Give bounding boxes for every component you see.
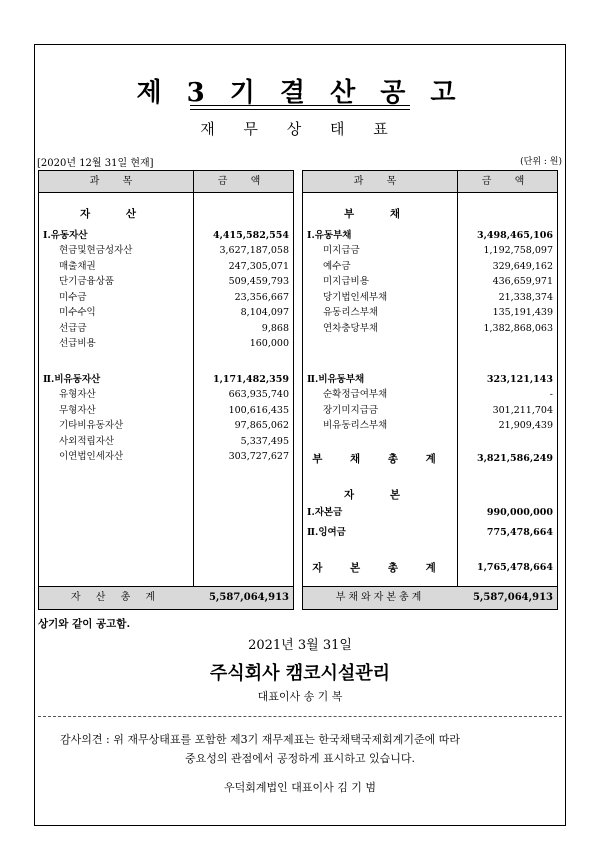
table-row — [303, 291, 557, 305]
publication-date: 2021년 3월 31일 — [248, 638, 352, 653]
table-row — [39, 275, 293, 289]
row-label: 선급금 — [59, 322, 87, 334]
header-amount: 금 액 — [481, 176, 535, 187]
section-heading-liabilities: 부 채 — [344, 208, 416, 220]
table-footer — [303, 586, 557, 609]
row-label: 장기미지급금 — [323, 404, 379, 416]
row-label: 유형자산 — [59, 389, 96, 400]
total-label: 부채와자본총계 — [335, 592, 425, 603]
total-value: 5,587,064,913 — [208, 592, 289, 603]
table-row — [303, 229, 557, 243]
row-label: 단기금융상품 — [59, 276, 115, 287]
section-heading-assets: 자 산 — [80, 208, 152, 220]
row-value: 1,382,868,063 — [483, 322, 553, 334]
table-row — [303, 373, 557, 387]
row-value: 663,935,740 — [228, 389, 289, 400]
table-row — [303, 506, 557, 520]
title-underline — [190, 105, 410, 106]
table-row — [39, 404, 293, 418]
row-label: 매출채권 — [59, 260, 96, 272]
table-row — [303, 306, 557, 320]
row-value: 509,459,793 — [228, 276, 289, 287]
table-row — [303, 275, 557, 289]
table-row — [39, 244, 293, 258]
table-row — [303, 526, 557, 540]
table-row — [39, 419, 293, 433]
table-row — [303, 451, 557, 467]
table-row — [39, 337, 293, 351]
table-row — [39, 229, 293, 243]
table-row — [39, 306, 293, 320]
row-value: 5,337,495 — [240, 435, 289, 447]
row-label: Ⅱ.비유동자산 — [43, 374, 101, 385]
row-label: 비유동리스부채 — [323, 420, 388, 431]
row-label: 미수금 — [59, 291, 87, 303]
row-label: 미지급금 — [323, 245, 360, 256]
row-label: Ⅱ.비유동부채 — [307, 374, 365, 385]
table-row — [39, 435, 293, 449]
row-value: 135,191,439 — [492, 307, 553, 318]
row-value: 100,616,435 — [228, 404, 289, 416]
table-row — [39, 322, 293, 336]
row-value: - — [549, 389, 553, 400]
row-label: 이연법인세자산 — [59, 451, 124, 462]
row-label: 유동리스부채 — [323, 307, 379, 318]
row-value: 1,171,482,359 — [212, 374, 289, 385]
table-row — [39, 388, 293, 402]
row-label: 미수수익 — [59, 307, 96, 318]
row-label: 예수금 — [323, 260, 351, 272]
table-row — [303, 560, 557, 576]
unit-label: (단위 : 원) — [520, 157, 562, 167]
row-label: Ⅰ.유동자산 — [43, 230, 88, 241]
row-value: 8,104,097 — [240, 307, 289, 318]
row-value: 301,211,704 — [492, 404, 553, 416]
auditor-name: 우덕회계법인 대표이사 김 기 범 — [223, 781, 377, 794]
row-value: 303,727,627 — [228, 451, 289, 462]
row-value: 1,192,758,097 — [483, 245, 553, 256]
row-value: 3,498,465,106 — [476, 230, 553, 241]
table-row — [303, 322, 557, 336]
page-title: 제 3 기 결 산 공 고 — [136, 78, 464, 108]
row-value: 21,909,439 — [498, 420, 553, 431]
row-value: 247,305,071 — [228, 260, 289, 272]
equity-total-label: 자 본 총 계 — [312, 562, 448, 574]
row-value: 4,415,582,554 — [212, 230, 289, 241]
subtitle: 재 무 상 태 표 — [200, 120, 400, 138]
header-amount: 금 액 — [217, 176, 271, 187]
liabilities-table — [302, 170, 558, 610]
row-value: 436,659,971 — [492, 276, 553, 287]
ceo-name: 대표이사 송 기 복 — [257, 690, 343, 703]
audit-opinion-line-1: 감사의견 : 위 재무상태표를 포함한 제3기 재무제표는 한국채택국제회계기준에 따라 — [60, 733, 460, 746]
header-subject: 과 목 — [353, 176, 407, 187]
table-header — [303, 171, 557, 193]
table-row — [39, 450, 293, 464]
row-label: 선급비용 — [59, 338, 96, 349]
assets-table — [38, 170, 294, 610]
table-row — [39, 260, 293, 274]
row-label: Ⅰ.유동부채 — [307, 230, 352, 241]
row-label: 연차충당부채 — [323, 322, 379, 334]
table-row — [303, 244, 557, 258]
row-label: Ⅱ.잉여금 — [307, 527, 346, 538]
row-value: 9,868 — [261, 322, 289, 334]
row-label: 당기법인세부채 — [323, 291, 388, 303]
equity-total-value: 1,765,478,664 — [476, 562, 553, 573]
row-label: 기타비유동자산 — [59, 420, 124, 431]
total-label: 자 산 총 계 — [70, 592, 162, 603]
row-label: Ⅰ.자본금 — [307, 507, 343, 518]
table-header — [39, 171, 293, 193]
section-heading-equity: 자 본 — [344, 489, 416, 501]
date-label: [2020년 12월 31일 현재] — [37, 158, 154, 169]
row-value: 21,338,374 — [498, 291, 553, 303]
table-row — [39, 373, 293, 387]
row-value: 97,865,062 — [234, 420, 289, 431]
row-label: 순확정급여부채 — [323, 389, 388, 400]
row-value: 323,121,143 — [486, 374, 553, 385]
row-value: 23,356,667 — [234, 291, 289, 303]
company-name: 주식회사 캠코시설관리 — [209, 663, 391, 684]
table-row — [303, 388, 557, 402]
divider — [38, 716, 562, 717]
liabilities-total-value: 3,821,586,249 — [476, 453, 553, 464]
table-row — [303, 260, 557, 274]
row-value: 329,649,162 — [492, 260, 553, 272]
row-value: 3,627,187,058 — [219, 245, 289, 256]
table-footer — [39, 586, 293, 609]
row-value: 160,000 — [249, 338, 289, 349]
row-label: 미지급비용 — [323, 276, 369, 287]
title-underline-2 — [190, 109, 410, 110]
row-value: 990,000,000 — [486, 507, 553, 518]
row-label: 현금및현금성자산 — [59, 245, 133, 256]
audit-opinion-line-2: 중요성의 관점에서 공정하게 표시하고 있습니다. — [184, 752, 415, 765]
row-value: 775,478,664 — [486, 527, 553, 538]
table-row — [303, 404, 557, 418]
header-subject: 과 목 — [89, 176, 143, 187]
notice-text: 상기와 같이 공고함. — [38, 618, 131, 630]
table-row — [39, 291, 293, 305]
liabilities-total-label: 부 채 총 계 — [312, 453, 448, 465]
table-row — [303, 419, 557, 433]
row-label: 사외적립자산 — [59, 435, 115, 447]
row-label: 무형자산 — [59, 404, 96, 416]
total-value: 5,587,064,913 — [472, 592, 553, 603]
